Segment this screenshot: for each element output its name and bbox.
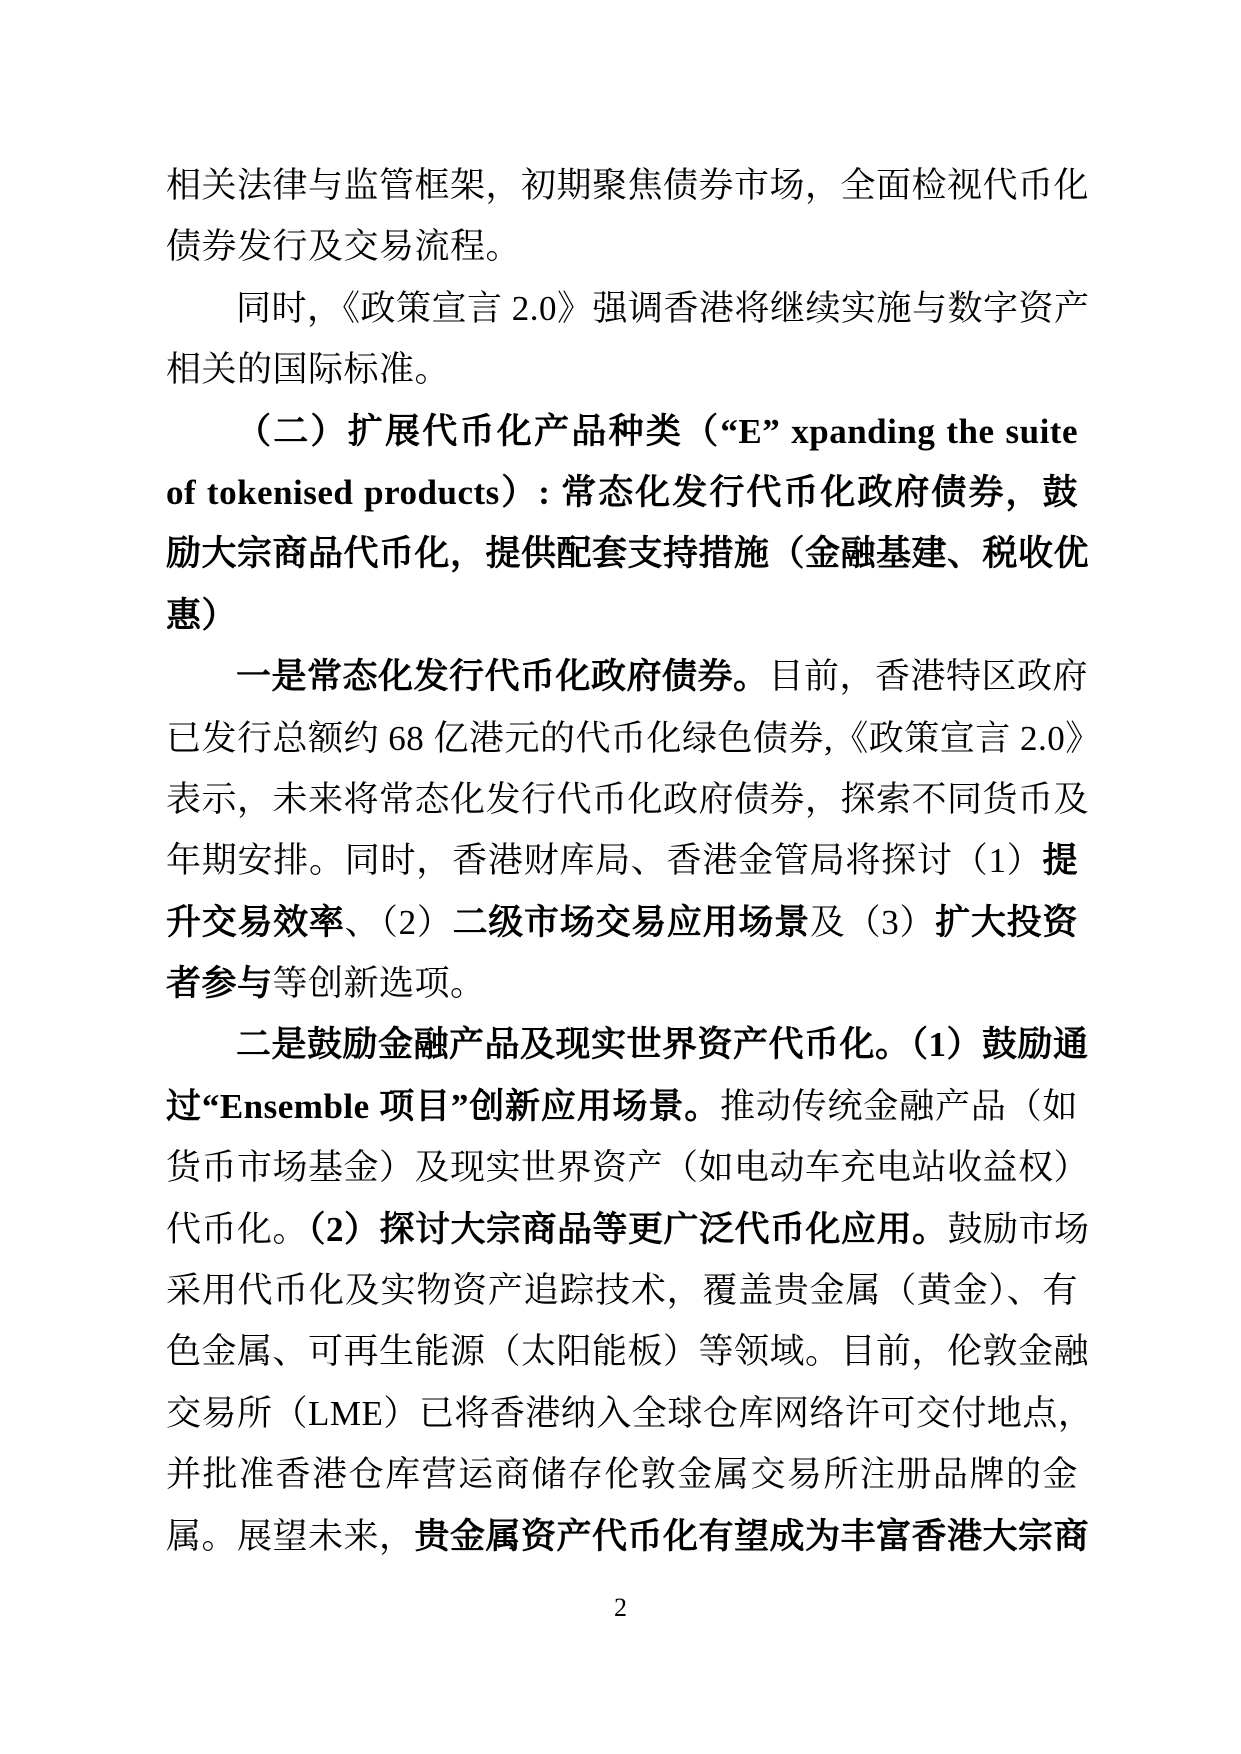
page-number: 2 xyxy=(614,1593,627,1622)
text-line xyxy=(166,953,1078,1014)
text-line xyxy=(166,708,1101,769)
text-line xyxy=(166,769,1090,830)
text-segment: 已发行总额约 68 亿港元的代币化绿色债券,《政策宣言 2.0》 xyxy=(166,718,1101,758)
text-segment: of tokenised products）: 常态化发行代币化政府债券，鼓 xyxy=(166,472,1078,512)
text-line xyxy=(166,401,1078,462)
text-segment: 贵金属资产代币化有望成为丰富香港大宗商 xyxy=(414,1516,1090,1556)
text-line xyxy=(166,523,1090,584)
text-line xyxy=(166,646,1089,707)
text-segment: 扩大投资 xyxy=(935,902,1078,942)
text-line xyxy=(166,1444,1078,1505)
text-line xyxy=(166,1076,1078,1137)
text-segment: 者参与 xyxy=(166,964,273,1004)
text-line xyxy=(166,1014,1089,1075)
text-line xyxy=(166,585,1078,646)
text-line xyxy=(166,1137,1090,1198)
text-line xyxy=(166,892,1078,953)
text-segment: 提 xyxy=(1042,841,1078,881)
text-segment: 等创新选项。 xyxy=(272,964,486,1004)
text-line xyxy=(166,1383,1094,1444)
text-line xyxy=(166,830,1078,891)
text-segment: 惠） xyxy=(166,595,238,635)
text-segment: 并批准香港仓库营运商储存伦敦金属交易所注册品牌的金 xyxy=(166,1455,1078,1495)
text-segment: 及（3） xyxy=(809,902,936,942)
text-segment: 债券发行及交易流程。 xyxy=(166,227,522,267)
text-segment: 年期安排。同时，香港财库局、香港金管局将探讨（1） xyxy=(166,841,1043,881)
text-segment: 同时，《政策宣言 2.0》强调香港将继续实施与数字资产 xyxy=(236,288,1090,328)
text-line xyxy=(166,278,1090,339)
text-line xyxy=(166,216,1078,277)
text-segment: 目前，香港特区政府 xyxy=(768,657,1089,697)
text-segment: 交易所（LME）已将香港纳入全球仓库网络许可交付地点， xyxy=(166,1393,1094,1433)
text-line xyxy=(166,155,1090,216)
text-segment: 推动传统金融产品（如 xyxy=(720,1086,1078,1126)
text-segment: 相关法律与监管框架，初期聚焦债券市场，全面检视代币化 xyxy=(166,166,1090,205)
text-line xyxy=(166,1260,1078,1321)
text-segment: 一是常态化发行代币化政府债券。 xyxy=(236,657,769,697)
text-segment: 色金属、可再生能源（太阳能板）等领域。目前，伦敦金融 xyxy=(166,1332,1090,1372)
text-segment: 相关的国际标准。 xyxy=(166,350,451,390)
text-line xyxy=(166,1506,1090,1567)
text-segment: 采用代币化及实物资产追踪技术，覆盖贵金属（黄金）、有 xyxy=(166,1271,1078,1311)
text-segment: 励大宗商品代币化，提供配套支持措施（金融基建、税收优 xyxy=(166,534,1090,574)
text-segment: （2）探讨大宗商品等更广泛代币化应用。 xyxy=(308,1209,948,1249)
text-segment: 二级市场交易应用场景 xyxy=(452,902,810,942)
text-segment: 二是鼓励金融产品及现实世界资产代币化。（1）鼓励通 xyxy=(236,1025,1089,1065)
text-segment: 货币市场基金）及现实世界资产（如电动车充电站收益权） xyxy=(166,1148,1090,1188)
text-segment: （二）扩展代币化产品种类（“E” xpanding the suite xyxy=(236,411,1078,451)
document-body xyxy=(166,155,1101,1567)
text-segment: 表示，未来将常态化发行代币化政府债券，探索不同货币及 xyxy=(166,779,1090,819)
text-segment: 代币化。 xyxy=(166,1209,309,1249)
text-segment: 属。展望未来， xyxy=(166,1516,415,1556)
text-line xyxy=(166,462,1078,523)
text-segment: 鼓励市场 xyxy=(947,1209,1090,1249)
text-segment: 升交易效率 xyxy=(166,902,345,942)
text-line xyxy=(166,1321,1090,1382)
text-line xyxy=(166,1199,1090,1260)
text-segment: 、（2） xyxy=(344,902,453,942)
text-line xyxy=(166,339,1078,400)
text-segment: 过“Ensemble 项目”创新应用场景。 xyxy=(166,1086,721,1126)
